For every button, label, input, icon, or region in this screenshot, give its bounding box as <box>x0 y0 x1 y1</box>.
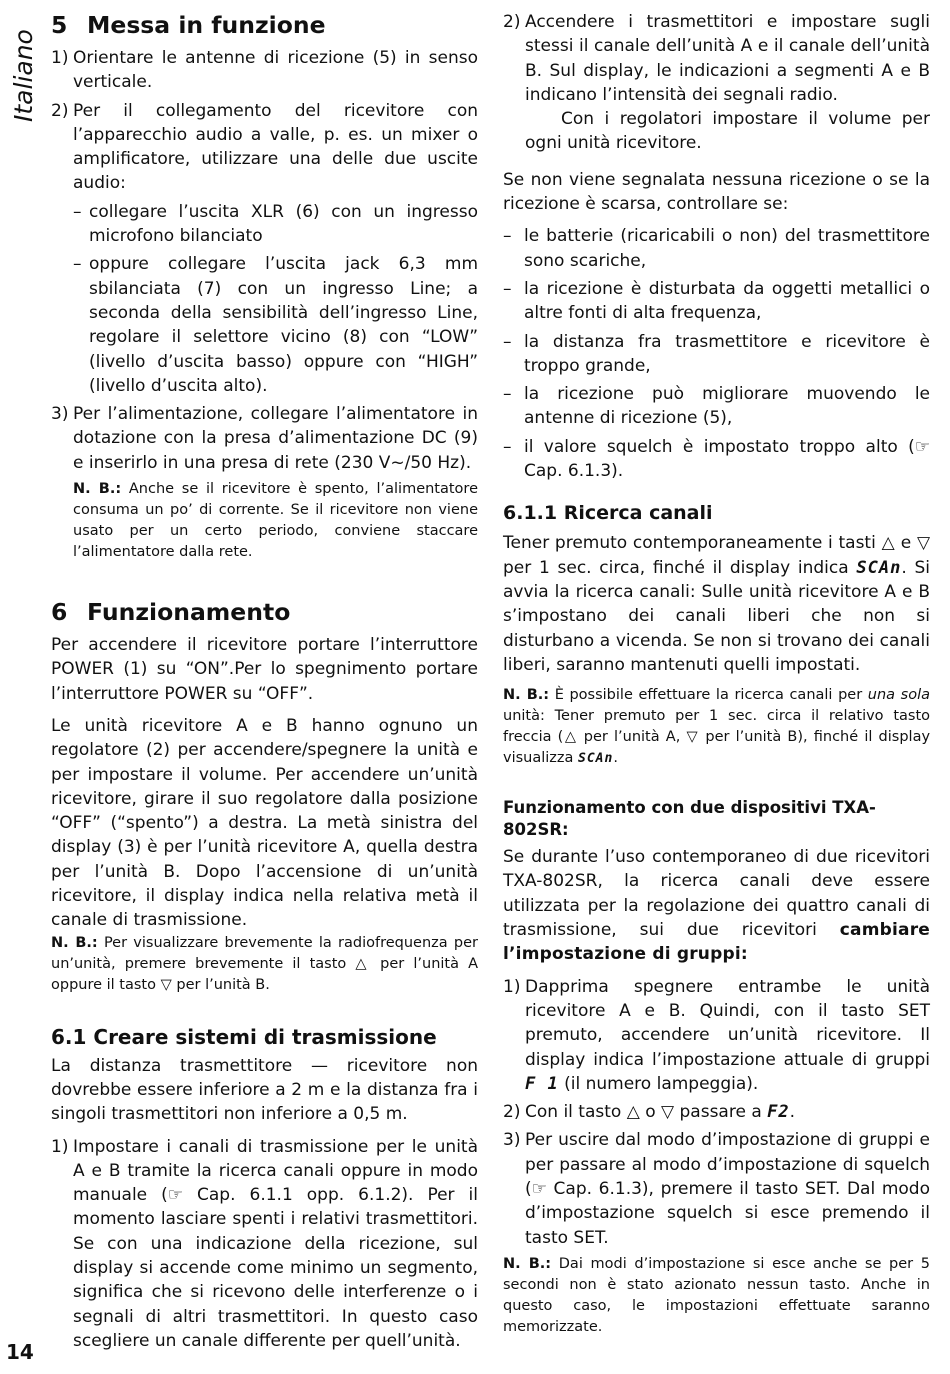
s5-step-3 <box>51 402 478 475</box>
s5-option-xlr-text: collegare l’uscita XLR (6) con un ingresso microfono bilanciato <box>89 201 478 247</box>
s611-text-c: per 1 sec. circa, finché il display indica <box>503 557 849 578</box>
s61-step-2-text: Accendere i trasmettitori e impostare sugli stessi il canale dell’unità A e il canale dell’unità B. Sul display, le indicazioni a segmenti A e B indicano l’intensità dei segnali radio. <box>525 12 930 105</box>
section-5-title: Messa in funzione <box>87 11 326 39</box>
two-units-step-2-text-b: o <box>645 1102 656 1123</box>
side-language-text: Italiano <box>9 29 38 122</box>
check-item-squelch <box>503 435 930 484</box>
check-item-antennas-dash: – <box>503 384 512 405</box>
s5-step-1-number: 1) <box>51 48 69 68</box>
s611-text-d: . Si avvia la ricerca canali: Sulle unità ricevitore A e B s’impostano dei canali liberi che non si disturbano a vicenda. Se non si trovano dei canali liberi, saranno mantenuti quelli impostati. <box>503 557 931 675</box>
two-units-text-a: Se durante l’uso contemporaneo di due ricevitori TXA-802SR, la ricerca canali deve essere utilizzata per la regolazione dei quattro canali di trasmissione, sui due ricevitori <box>503 847 930 941</box>
s611-note-text-b: unità: Tener premuto per 1 sec. circa il relativo tasto freccia ( <box>503 708 930 746</box>
two-units-step-3 <box>503 1128 930 1249</box>
two-units-note-label: N. B.: <box>503 1255 552 1272</box>
down-arrow-key-icon: ▽ <box>160 976 172 993</box>
s5-step-1 <box>51 46 478 95</box>
s611-paragraph <box>503 531 930 677</box>
s611-note <box>503 685 930 769</box>
check-item-batteries-text: le batterie (ricaricabili o non) del trasmettitore sono scariche, <box>524 226 930 271</box>
s61-step-1 <box>51 1135 478 1354</box>
s61-paragraph-2: Se non viene segnalata nessuna ricezione o se la ricezione è scarsa, controllare se: <box>503 169 930 215</box>
left-column <box>51 10 478 1357</box>
s5-step-2-number: 2) <box>51 100 69 121</box>
section-5-number: 5 <box>51 11 68 39</box>
s5-option-xlr-dash: – <box>73 201 82 222</box>
two-units-step-2 <box>503 1100 930 1124</box>
s61-step-2 <box>503 10 930 156</box>
section-6-1-1-heading: 6.1.1 Ricerca canali <box>503 502 713 525</box>
s6-note <box>51 933 478 996</box>
display-scan-readout: SCAn <box>856 557 902 578</box>
s5-option-jack-text: oppure collegare l’uscita jack 6,3 mm sbilanciata (7) con un ingresso Line; a seconda della sensibilità dell’ingresso Line, regolare il selettore vicino (8) con “LOW” (livello d’uscita basso) oppure con “HIGH” (livello d’uscita alto). <box>89 254 478 396</box>
s611-note-text-d: per l’unità B), finché il display visualizza <box>503 729 931 767</box>
s5-step-2-text: Per il collegamento del ricevitore con l’apparecchio audio a valle, p. es. un mixer o amplificatore, utilizzare una delle due uscite audio: <box>73 100 478 194</box>
two-units-step-1-text-a: Dapprima spegnere entrambe le unità ricevitore A e B. Quindi, con il tasto SET premuto, accendere un’unità ricevitore. Il display indica l’impostazione attuale di gruppi <box>525 976 930 1070</box>
s611-text-a: Tener premuto contemporaneamente i tasti <box>503 533 876 554</box>
two-units-paragraph <box>503 845 930 966</box>
s611-note-text-c: per l’unità A, <box>583 729 681 746</box>
s5-option-jack <box>51 252 478 398</box>
section-6-title: Funzionamento <box>87 598 291 627</box>
s6-note-label: N. B.: <box>51 934 98 951</box>
s5-option-jack-dash: – <box>73 254 82 275</box>
check-item-distance-dash: – <box>503 331 512 352</box>
two-units-step-2-text-a: Con il tasto <box>525 1102 622 1123</box>
s61-step-2-number: 2) <box>503 12 521 32</box>
two-units-step-1-text-b: (il numero lampeggia). <box>564 1073 759 1094</box>
s611-note-label: N. B.: <box>503 687 550 704</box>
s611-note-text-a: È possibile effettuare la ricerca canali per <box>554 687 863 704</box>
two-units-step-1-number: 1) <box>503 976 521 997</box>
s6-note-text-c: per l’unità B. <box>176 976 270 993</box>
s5-step-3-text: Per l’alimentazione, collegare l’alimentatore in dotazione con la presa d’alimentazione DC (9) e inserirlo in una presa di rete (230 V~/50 Hz). <box>73 404 478 473</box>
two-units-step-1 <box>503 975 930 1096</box>
two-units-note-text: Dai modi d’impostazione si esce anche se per 5 secondi non è stato azionato nessun tasto. Anche in questo caso, le impostazioni effettuate saranno memorizzate. <box>503 1255 930 1335</box>
s5-note-label: N. B.: <box>73 481 122 498</box>
s611-note-emphasis: una sola <box>867 687 931 704</box>
display-scan-readout-small: SCAn <box>578 751 614 767</box>
page-number: 14 <box>6 1340 34 1364</box>
check-item-batteries <box>503 224 930 273</box>
section-6-heading <box>51 597 478 627</box>
check-item-antennas-text: la ricezione può migliorare muovendo le antenne di ricezione (5), <box>524 384 930 429</box>
two-units-step-3-number: 3) <box>503 1130 521 1151</box>
s5-note <box>51 479 478 563</box>
s61-step-2-volume: Con i regolatori impostare il volume per ogni unità ricevitore. <box>525 109 930 154</box>
s6-paragraph-2: Le unità ricevitore A e B hanno ognuno un regolatore (2) per accendere/spegnere la unità e per impostare il volume. Per accendere un’unità ricevitore, girare il suo regolatore dalla posizione “OFF” (“spento”) a destra. La metà sinistra del display (3) è per l’unità ricevitore A, quella destra per l’unità B. Dopo l’accensione di un’unità ricevitore, il display indica nella relativa metà il canale di trasmissione. <box>51 715 478 931</box>
up-arrow-key-icon: △ <box>563 729 578 746</box>
s5-note-text: Anche se il ricevitore è spento, l’alimentatore consuma un po’ di corrente. Se il ricevitore non viene usato per un certo periodo, conviene staccare l’alimentatore dalla rete. <box>73 481 478 561</box>
up-arrow-key-icon: △ <box>355 955 372 972</box>
check-item-interference <box>503 277 930 326</box>
s611-text-b: e <box>900 533 912 554</box>
two-units-text-emphasis: cambiare l’impostazione di gruppi: <box>503 920 931 965</box>
section-6-number: 6 <box>51 598 68 627</box>
display-group-readout-f2: F2 <box>767 1102 790 1123</box>
down-arrow-key-icon: ▽ <box>686 729 700 746</box>
two-units-step-2-text-c: passare a <box>679 1102 762 1123</box>
down-arrow-key-icon: ▽ <box>916 533 931 554</box>
s6-paragraph-1: Per accendere il ricevitore portare l’interruttore POWER (1) su “ON”.Per lo spegnimento portare l’interruttore POWER su “OFF”. <box>51 635 478 704</box>
up-arrow-key-icon: △ <box>626 1102 640 1123</box>
s6-note-text-a: Per visualizzare brevemente la radiofrequenza per un’unità, premere brevemente il tasto <box>51 934 479 972</box>
two-units-note <box>503 1254 930 1338</box>
down-arrow-key-icon: ▽ <box>661 1102 675 1123</box>
s5-step-3-number: 3) <box>51 404 69 425</box>
side-language-label <box>4 14 40 124</box>
check-item-distance <box>503 330 930 379</box>
check-item-distance-text: la distanza fra trasmettitore e ricevitore è troppo grande, <box>524 331 930 376</box>
check-item-interference-dash: – <box>503 278 512 299</box>
s61-step-1-number: 1) <box>51 1136 69 1157</box>
s6-note-text-b: per l’unità A oppure il tasto <box>51 955 479 993</box>
section-5-heading <box>51 10 478 40</box>
up-arrow-key-icon: △ <box>881 533 895 554</box>
two-units-heading: Funzionamento con due dispositivi TXA-802SR: <box>503 798 876 840</box>
section-6-1-heading: 6.1 Creare sistemi di trasmissione <box>51 1024 437 1049</box>
check-item-squelch-dash: – <box>503 436 512 457</box>
check-item-interference-text: la ricezione è disturbata da oggetti metallici o altre fonti di alta frequenza, <box>524 278 930 324</box>
two-units-step-2-text-d: . <box>789 1102 796 1123</box>
s61-step-1-text: Impostare i canali di trasmissione per le unità A e B tramite la ricerca canali oppure in modo manuale (☞ Cap. 6.1.1 opp. 6.1.2). Per il momento lasciare spenti i relativi trasmettitori. Se con una indicazione della ricezione, sul display si accende come minimo un segmento, significa che si ricevono delle interferenze o i segnali di altri trasmettitori. In questo caso scegliere un canale differente per quell’unità. <box>73 1136 478 1351</box>
s5-option-xlr <box>51 200 478 249</box>
s61-paragraph-1: La distanza trasmettitore — ricevitore non dovrebbe essere inferiore a 2 m e la distanza fra i singoli trasmettitori non inferiore a 0,5 m. <box>51 1055 478 1125</box>
check-item-batteries-dash: – <box>503 226 512 247</box>
two-units-step-2-number: 2) <box>503 1102 521 1123</box>
s5-step-1-text: Orientare le antenne di ricezione (5) in senso verticale. <box>73 48 478 93</box>
display-group-readout-f1: F 1 <box>525 1073 559 1094</box>
s611-note-text-e: . <box>613 750 618 767</box>
check-item-squelch-text: il valore squelch è impostato troppo alto (☞ Cap. 6.1.3). <box>524 436 930 482</box>
right-column <box>503 10 930 1338</box>
check-item-antennas <box>503 382 930 431</box>
s5-step-2 <box>51 99 478 196</box>
two-units-step-3-text: Per uscire dal modo d’impostazione di gruppi e per passare al modo d’impostazione di squelch (☞ Cap. 6.1.3), premere il tasto SET. Dal modo d’impostazione squelch si esce premendo il tasto SET. <box>525 1130 930 1248</box>
